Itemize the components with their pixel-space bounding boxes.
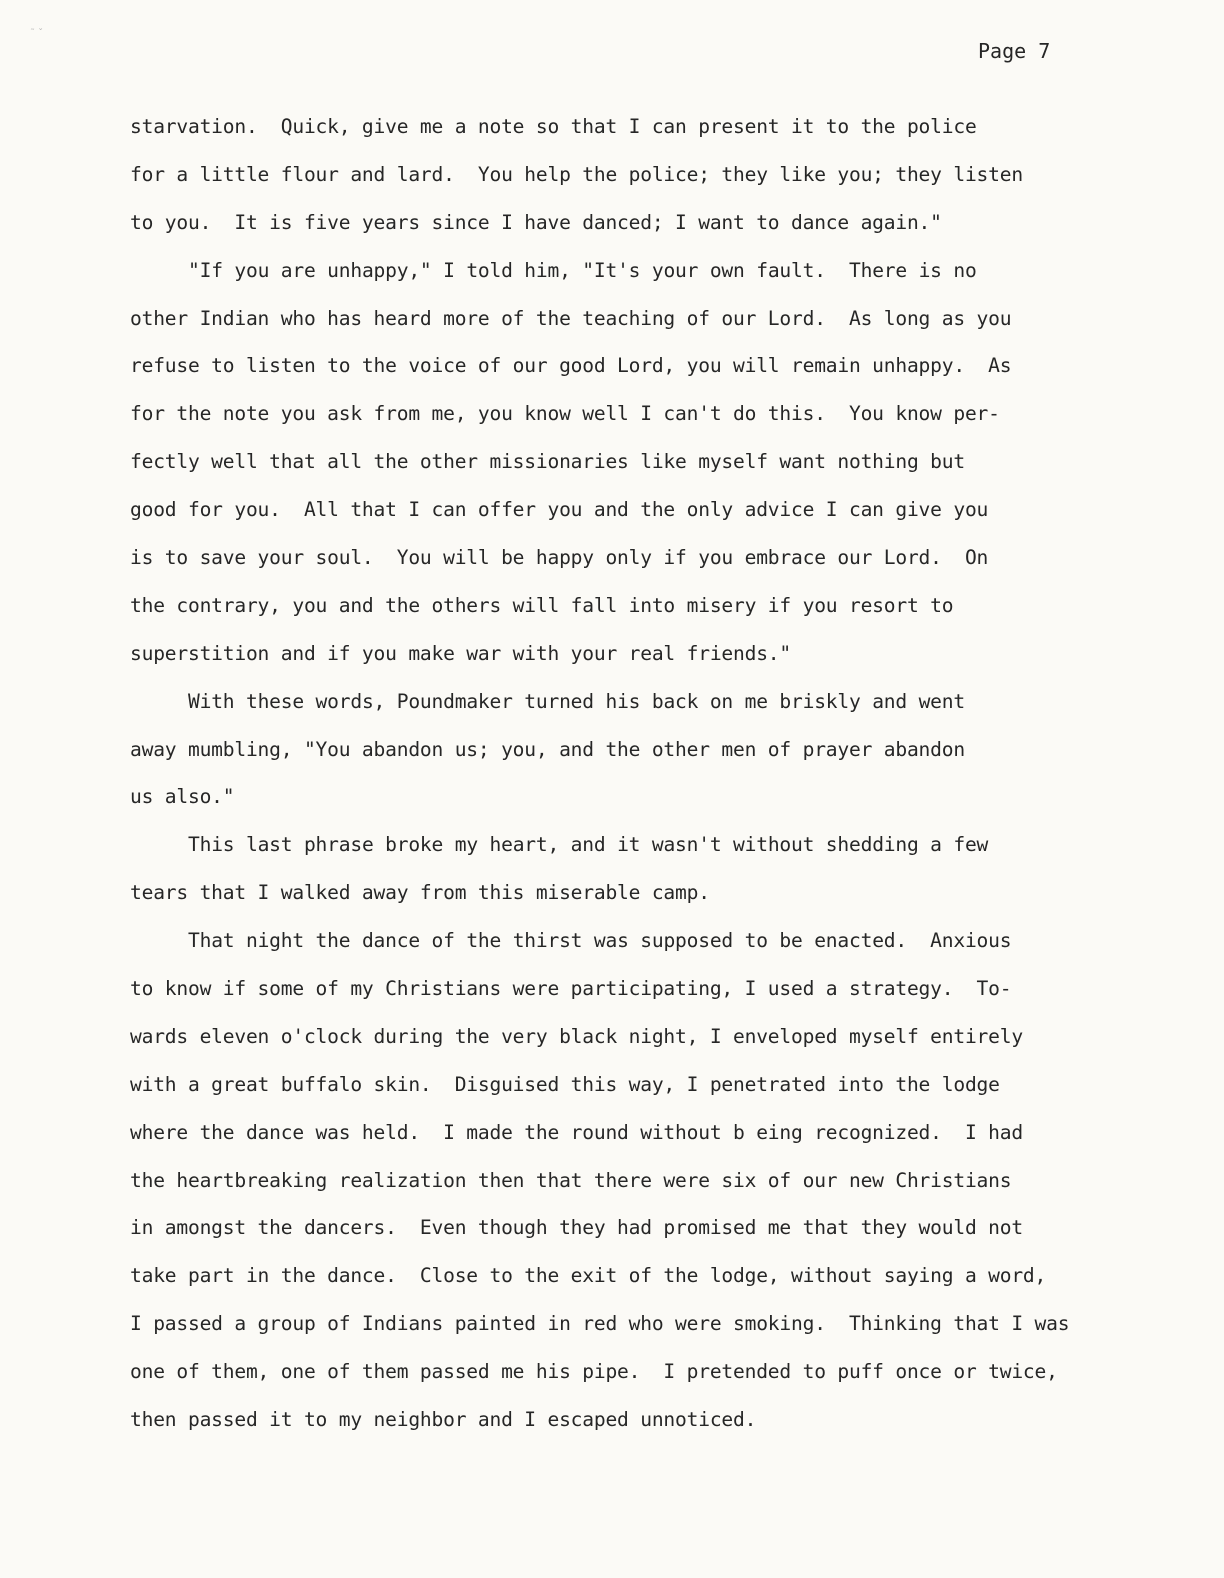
text-line: us also." (130, 785, 235, 809)
text-line: away mumbling, "You abandon us; you, and the other men of prayer abandon (130, 737, 965, 761)
text-line: tears that I walked away from this miserable camp. (130, 881, 710, 905)
scan-specks: ˜ ˇ (30, 28, 44, 39)
text-line: starvation. Quick, give me a note so that I can present it to the police (130, 115, 977, 138)
text-line: other Indian who has heard more of the teaching of our Lord. As long as you (130, 306, 1012, 330)
paragraph-start-line: This last phrase broke my heart, and it wasn't without shedding a few (188, 833, 989, 857)
text-line: superstition and if you make war with your real friends." (130, 641, 791, 665)
paragraph-start-line: "If you are unhappy," I told him, "It's your own fault. There is no (188, 258, 977, 282)
text-line: for a little flour and lard. You help the police; they like you; they listen (130, 162, 1023, 186)
text-line: good for you. All that I can offer you and the only advice I can give you (130, 498, 989, 522)
text-line: to you. It is five years since I have danced; I want to dance again." (130, 210, 942, 234)
text-line: the contrary, you and the others will fall into misery if you resort to (130, 593, 954, 617)
text-line: fectly well that all the other missionaries like myself want nothing but (130, 450, 965, 474)
paragraph-start-line: That night the dance of the thirst was supposed to be enacted. Anxious (188, 929, 1012, 953)
text-line: I passed a group of Indians painted in red who were smoking. Thinking that I was (130, 1312, 1070, 1336)
text-line: take part in the dance. Close to the exit of the lodge, without saying a word, (130, 1264, 1047, 1288)
text-line: in amongst the dancers. Even though they had promised me that they would not (130, 1216, 1023, 1240)
paragraph-start-line: With these words, Poundmaker turned his back on me briskly and went (188, 689, 965, 713)
text-line: for the note you ask from me, you know well I can't do this. You know per- (130, 402, 1000, 426)
text-line: the heartbreaking realization then that there were six of our new Christians (130, 1168, 1012, 1192)
text-line: one of them, one of them passed me his pipe. I pretended to puff once or twice, (130, 1360, 1058, 1384)
body-text (130, 110, 1210, 1451)
text-line: wards eleven o'clock during the very black night, I enveloped myself entirely (130, 1024, 1023, 1048)
text-line: is to save your soul. You will be happy only if you embrace our Lord. On (130, 546, 989, 570)
text-line: with a great buffalo skin. Disguised this way, I penetrated into the lodge (130, 1072, 1000, 1096)
page-number: Page 7 (978, 39, 1051, 63)
text-line: to know if some of my Christians were participating, I used a strategy. To- (130, 977, 1012, 1001)
text-line: where the dance was held. I made the round without b eing recognized. I had (130, 1120, 1023, 1144)
text-line: then passed it to my neighbor and I escaped unnoticed. (130, 1408, 757, 1432)
text-line: refuse to listen to the voice of our good Lord, you will remain unhappy. As (130, 354, 1012, 378)
